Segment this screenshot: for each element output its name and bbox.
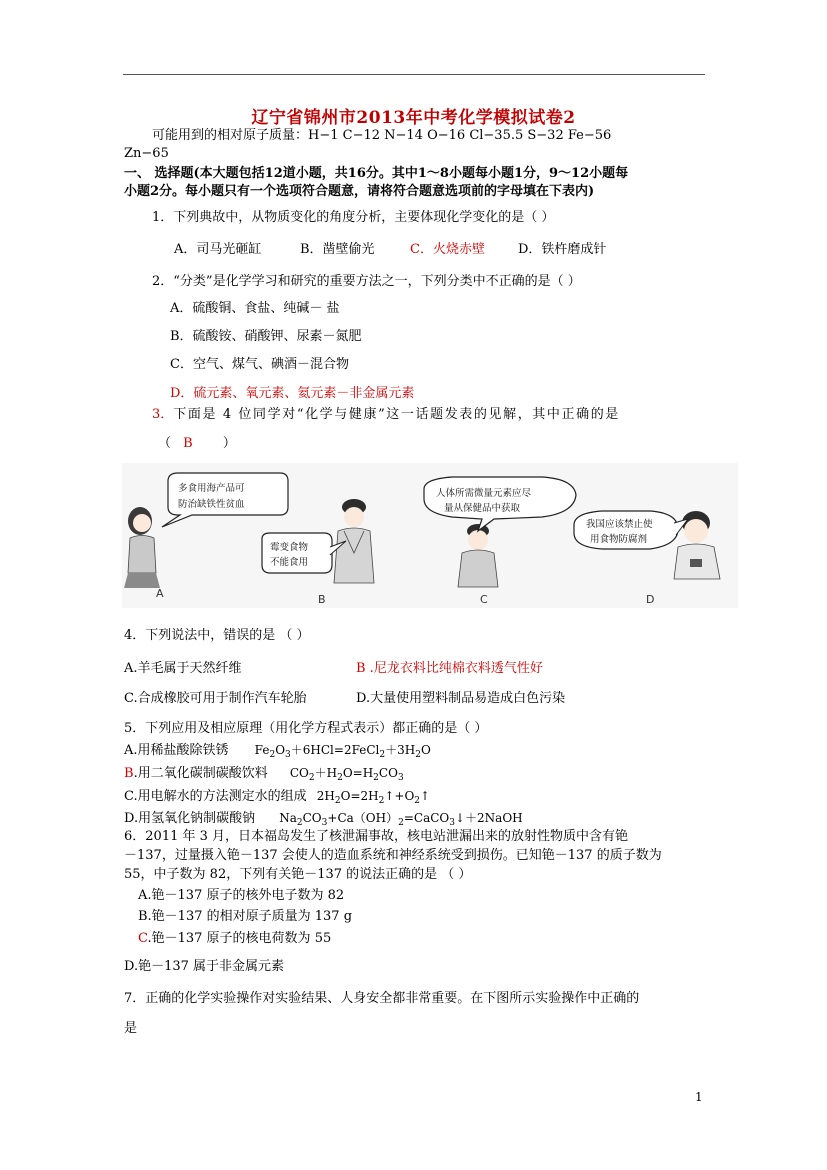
q3-stem: 下面是 4 位同学对“化学与健康”这一话题发表的见解，其中正确的是 <box>173 407 620 422</box>
bubble-c-line-1: 人体所需微量元素应尽 <box>436 488 532 499</box>
q5-option-b-letter: B <box>124 766 134 781</box>
q3-number: 3． <box>152 407 174 422</box>
q5-equation-c: $2H_2O=2H_2↑+O_2↑$ <box>316 789 431 806</box>
q4-stem: 4．下列说法中，错误的是 （ ） <box>124 628 310 643</box>
page-title: 辽宁省锦州市2013年中考化学模拟试卷2 <box>251 108 576 128</box>
q6-option-a: A.铯－137 原子的核外电子数为 82 <box>138 888 345 903</box>
q2-stem: 2．“分类”是化学学习和研究的重要方法之一，下列分类中不正确的是（ ） <box>152 274 581 289</box>
bubble-d-line-2: 用食物防腐剂 <box>590 534 648 545</box>
q3-paren-open: （ <box>158 436 172 451</box>
q2-option-a: A．硫酸铜、食盐、纯碱－ 盐 <box>170 301 340 316</box>
q4-option-a: A.羊毛属于天然纤维 <box>124 661 242 676</box>
q1-option-a: A．司马光砸缸 <box>174 242 262 257</box>
q6-option-c-letter: C <box>138 931 148 946</box>
bubble-a-line-1: 多食用海产品可 <box>178 483 245 494</box>
q5-option-c <box>124 788 430 809</box>
bubble-d-line-1: 我国应该禁止使 <box>586 519 653 530</box>
label-c: C <box>480 593 488 606</box>
q4-option-b: B .尼龙衣料比纯棉衣料透气性好 <box>356 661 543 676</box>
q6-option-d: D.铯－137 属于非金属元素 <box>124 959 285 974</box>
atomic-mass-line-2: Zn−65 <box>124 146 169 161</box>
q5-option-c-text: C.用电解水的方法测定水的组成 <box>124 789 307 804</box>
q5-option-a <box>124 742 431 763</box>
q5-option-b <box>124 765 404 786</box>
q5-equation-b: $CO_2+H_2O=H_2CO_3$ <box>289 766 404 783</box>
q2-option-b: B．硫酸铵、硝酸钾、尿素－氮肥 <box>170 329 362 344</box>
q3-answer: B <box>183 436 193 451</box>
label-b: B <box>318 593 326 606</box>
section-1-heading-line-2: 小题2分。每小题只有一个选项符合题意，请将符合题意选项前的字母填在下表内) <box>124 184 595 199</box>
q1-stem: 1．下列典故中，从物质变化的角度分析，主要体现化学变化的是（ ） <box>152 210 555 225</box>
q7-line-2: 是 <box>124 1021 138 1036</box>
header-rule <box>123 74 705 75</box>
q5-stem: 5．下列应用及相应原理（用化学方程式表示）都正确的是（ ） <box>124 721 488 736</box>
q6-line-1: 6．2011 年 3 月，日本福岛发生了核泄漏事故，核电站泄漏出来的放射性物质中含有铯 <box>124 829 629 844</box>
q5-option-a-text: A.用稀盐酸除铁锈 <box>124 743 229 758</box>
q5-option-d <box>124 810 523 831</box>
q6-line-2: －137，过量摄入铯－137 会使人的造血系统和神经系统受到损伤。已知铯－137 的质子数为 <box>124 848 662 863</box>
label-d: D <box>646 593 655 606</box>
q6-line-3: 55，中子数为 82，下列有关铯－137 的说法正确的是 （ ） <box>124 867 472 882</box>
q2-option-c: C．空气、煤气、碘酒－混合物 <box>170 357 349 372</box>
q1-option-c: C．火烧赤壁 <box>410 242 485 257</box>
q7-line-1: 7．正确的化学实验操作对实验结果、人身安全都非常重要。在下图所示实验操作中正确的 <box>124 991 640 1006</box>
q5-equation-d: $Na_2CO_3+Ca(OH)_2=CaCO_3↓+2NaOH$ <box>279 811 523 828</box>
page-number: 1 <box>695 1090 703 1104</box>
q4-option-c: C.合成橡胶可用于制作汽车轮胎 <box>124 691 307 706</box>
q1-option-d: D．铁杵磨成针 <box>518 242 607 257</box>
q1-option-b: B．凿壁偷光 <box>300 242 375 257</box>
q6-option-b: B.铯－137 的相对原子质量为 137 g <box>138 909 353 924</box>
bubble-b-line-2: 不能食用 <box>270 557 309 568</box>
q2-option-d: D．硫元素、氧元素、氦元素－非金属元素 <box>170 386 415 401</box>
health-opinions-figure <box>122 463 738 608</box>
q4-option-d: D.大量使用塑料制品易造成白色污染 <box>356 691 566 706</box>
q6-option-c-text: .铯－137 原子的核电荷数为 55 <box>147 931 332 946</box>
section-1-heading-line-1: 一、 选择题(本大题包括12道小题，共16分。其中1～8小题每小题1分，9～12小题每 <box>124 166 629 181</box>
bubble-a-line-2: 防治缺铁性贫血 <box>178 499 245 510</box>
q3-paren-close: ） <box>222 436 236 451</box>
q5-option-d-text: D.用氢氧化钠制碳酸钠 <box>124 811 256 826</box>
q5-option-b-text: .用二氧化碳制碳酸饮料 <box>133 766 268 781</box>
q5-equation-a: $Fe_2O_3+6HCl=2FeCl_2+3H_2O$ <box>254 743 431 760</box>
label-a: A <box>156 587 164 600</box>
bubble-c-line-2: 量从保健品中获取 <box>444 503 521 514</box>
atomic-mass-line-1: 可能用到的相对原子质量：H−1 C−12 N−14 O−16 Cl−35.5 S−32 Fe−56 <box>152 128 612 143</box>
bubble-b-line-1: 霉变食物 <box>270 542 309 553</box>
